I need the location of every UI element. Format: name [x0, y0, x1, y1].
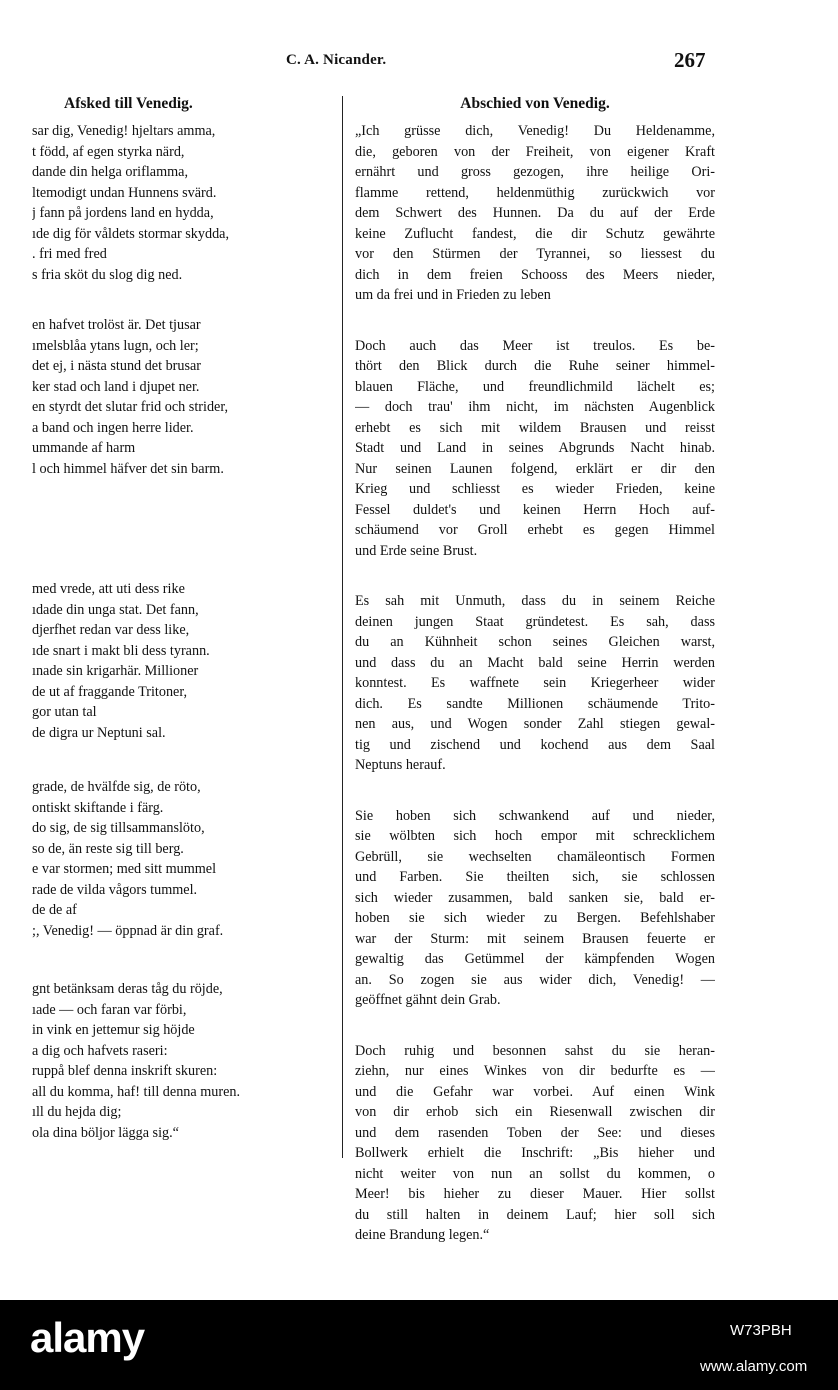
prose-line: konntest. Es waffnete sein Kriegerheer wider: [355, 675, 715, 691]
prose-line: dich in dem freien Schooss des Meers nieder,: [355, 266, 715, 283]
verse-line: djerfhet redan var dess like,: [32, 622, 190, 638]
verse-line: t född, af egen styrka närd,: [32, 143, 185, 160]
prose-line: dich. Es sandte Millionen schäumende Trito-: [355, 695, 715, 712]
prose-line: keine Zuflucht fandest, die dir Schutz gewährte: [355, 225, 715, 242]
prose-line: hoben sie sich wieder zu Bergen. Befehlshaber: [355, 910, 715, 926]
verse-line: . fri med fred: [32, 246, 107, 262]
verse-line: rade de vilda vågors tummel.: [32, 881, 198, 898]
verse-line: de de af: [32, 902, 77, 918]
verse-line: l och himmel häfver det sin barm.: [32, 460, 224, 477]
prose-line: Es sah mit Unmuth, dass du in seinem Reiche: [355, 593, 715, 609]
stanza: [32, 979, 332, 1143]
prose-line: flamme rettend, heldenmüthig zurückwich vor: [355, 184, 715, 201]
stanza: [32, 777, 332, 941]
prose-line: und Erde seine Brust.: [355, 542, 478, 559]
prose-line: sie wölbten sich hoch empor mit schrecklichem: [355, 828, 715, 844]
verse-line: de ut af fraggande Tritoner,: [32, 683, 188, 700]
paragraph: [355, 336, 715, 562]
verse-line: med vrede, att uti dess rike: [32, 581, 185, 597]
image-id: W73PBH: [730, 1322, 792, 1339]
prose-line: Meer! bis hieher zu dieser Mauer. Hier sollst: [355, 1186, 715, 1202]
verse-line: ınade sin krigarhär. Millioner: [32, 663, 199, 679]
prose-line: erhebt es sich mit wildem Brausen und reisst: [355, 419, 715, 436]
prose-line: gewaltig das Getümmel der kämpfenden Wogen: [355, 951, 715, 967]
swedish-title: Afsked till Venedig.: [64, 95, 193, 112]
stanza: [32, 579, 332, 743]
prose-line: und dem rasenden Toben der See: und dieses: [355, 1124, 715, 1141]
paragraph: [355, 591, 715, 776]
verse-line: ıdade din unga stat. Det fann,: [32, 601, 199, 618]
prose-line: geöffnet gähnt dein Grab.: [355, 992, 501, 1008]
verse-line: ontiskt skiftande i färg.: [32, 799, 164, 816]
verse-line: so de, än reste sig till berg.: [32, 840, 184, 857]
prose-line: vor den Stürmen der Tyrannei, so liessest du: [355, 246, 715, 262]
verse-line: ımelsblåa ytans lugn, och ler;: [32, 337, 199, 354]
prose-line: Doch auch das Meer ist treulos. Es be-: [355, 337, 715, 354]
verse-line: a band och ingen herre lider.: [32, 419, 194, 436]
site-url: www.alamy.com: [700, 1358, 808, 1375]
verse-line: ruppå blef denna inskrift skuren:: [32, 1063, 218, 1079]
verse-line: ıde dig för våldets stormar skydda,: [32, 225, 230, 242]
verse-line: in vink en jettemur sig höjde: [32, 1022, 195, 1038]
verse-line: ltemodigt undan Hunnens svärd.: [32, 184, 217, 201]
prose-line: dem Schwert des Hunnen. Da du auf der Erde: [355, 205, 715, 221]
stanza: [32, 121, 332, 285]
prose-line: ernährt und gross gezogen, ihre heilige Ori-: [355, 164, 715, 180]
verse-line: ıde snart i makt bli dess tyrann.: [32, 642, 210, 659]
verse-line: ;, Venedig! — öppnad är din graf.: [32, 922, 224, 939]
prose-line: und die Gefahr war vorbei. Auf einen Wink: [355, 1083, 715, 1100]
prose-line: tig und zischend und kochend aus dem Saal: [355, 736, 715, 753]
prose-line: schäumend vor Groll erhebt es gegen Himmel: [355, 522, 715, 538]
prose-line: — doch trau' ihm nicht, im nächsten Augenblick: [355, 399, 715, 415]
prose-line: Nur seinen Launen folgend, erklärt er dir den: [355, 460, 715, 477]
watermark-banner: [0, 1300, 838, 1390]
verse-line: ıade — och faran var förbi,: [32, 1001, 187, 1018]
prose-line: ziehn, nur eines Winkes von dir bedurfte es —: [355, 1063, 715, 1079]
prose-line: und dass du an Macht bald seine Herrin werden: [355, 654, 715, 671]
verse-line: j fann på jordens land en hydda,: [32, 205, 214, 221]
prose-line: um da frei und in Frieden zu leben: [355, 287, 551, 303]
prose-line: nicht weiter von nun an sollst du kommen, o: [355, 1165, 715, 1182]
alamy-logo: alamy: [30, 1314, 145, 1361]
verse-line: sar dig, Venedig! hjeltars amma,: [32, 123, 216, 139]
german-column: [355, 95, 715, 1246]
prose-line: Bollwerk erhielt die Inschrift: „Bis hieher und: [355, 1145, 715, 1161]
prose-line: du still halten in deinem Lauf; hier soll sich: [355, 1206, 715, 1223]
verse-line: all du komma, haf! till denna muren.: [32, 1083, 241, 1100]
verse-line: de digra ur Neptuni sal.: [32, 724, 166, 741]
verse-line: ummande af harm: [32, 440, 136, 456]
prose-line: sich wieder zusammen, bald sanken sie, bald er-: [355, 889, 715, 906]
prose-line: an. So zogen sie aus wider dich, Venedig! —: [355, 971, 715, 988]
verse-line: e var stormen; med sitt mummel: [32, 861, 217, 877]
prose-line: Fessel duldet's und keinen Herrn Hoch auf-: [355, 501, 715, 518]
verse-line: gor utan tal: [32, 704, 97, 720]
prose-line: Doch ruhig und besonnen sahst du sie heran-: [355, 1042, 715, 1059]
column-divider: [342, 96, 343, 1158]
verse-line: en hafvet trolöst är. Det tjusar: [32, 317, 201, 333]
verse-line: ıll du hejda dig;: [32, 1104, 122, 1120]
prose-line: thört den Blick durch die Ruhe seiner himmel-: [355, 358, 715, 374]
prose-line: blauen Fläche, und freundlichmild lächelt es;: [355, 378, 715, 395]
prose-line: Sie hoben sich schwankend auf und nieder,: [355, 807, 715, 824]
verse-line: grade, de hvälfde sig, de röto,: [32, 779, 201, 795]
verse-line: en styrdt det slutar frid och strider,: [32, 399, 229, 415]
swedish-column: [32, 95, 332, 1143]
verse-line: gnt betänksam deras tåg du röjde,: [32, 981, 223, 997]
verse-line: ola dina böljor lägga sig.“: [32, 1124, 179, 1141]
prose-line: Stadt und Land in seines Abgrunds Nacht hinab.: [355, 440, 715, 456]
verse-line: det ej, i nästa stund det brusar: [32, 358, 202, 374]
paragraph: [355, 121, 715, 306]
prose-line: Krieg und schliesst es wieder Frieden, keine: [355, 481, 715, 497]
verse-line: s fria sköt du slog dig ned.: [32, 266, 183, 283]
prose-line: und Farben. Sie theilten sich, sie schlossen: [355, 869, 715, 885]
prose-line: Gebrüll, sie wechselten chamäleontisch Formen: [355, 848, 715, 865]
author-heading: C. A. Nicander.: [286, 52, 387, 68]
verse-line: ker stad och land i djupet ner.: [32, 378, 200, 395]
prose-line: Neptuns herauf.: [355, 757, 446, 773]
prose-line: deine Brandung legen.“: [355, 1227, 490, 1243]
prose-line: nen aus, und Wogen sonder Zahl stiegen gewal-: [355, 716, 715, 732]
prose-line: war der Sturm: mit seinem Brausen feuerte er: [355, 930, 715, 947]
paragraph: [355, 1041, 715, 1246]
prose-line: von dir erhob sich ein Riesenwall zwischen dir: [355, 1104, 715, 1120]
verse-line: a dig och hafvets raseri:: [32, 1042, 168, 1059]
verse-line: dande din helga oriflamma,: [32, 164, 189, 180]
prose-line: „Ich grüsse dich, Venedig! Du Heldenamme,: [355, 123, 715, 139]
prose-line: die, geboren von der Freiheit, von eigener Kraft: [355, 143, 715, 160]
german-title: Abschied von Venedig.: [460, 95, 610, 112]
page-number: 267: [674, 48, 706, 72]
running-header: [0, 48, 838, 80]
prose-line: du an Kühnheit schon seines Gleichen warst,: [355, 634, 715, 650]
prose-line: deinen jungen Staat gründetest. Es sah, dass: [355, 613, 715, 630]
paragraph: [355, 806, 715, 1011]
verse-line: do sig, de sig tillsammanslöto,: [32, 820, 205, 836]
stanza: [32, 315, 332, 479]
